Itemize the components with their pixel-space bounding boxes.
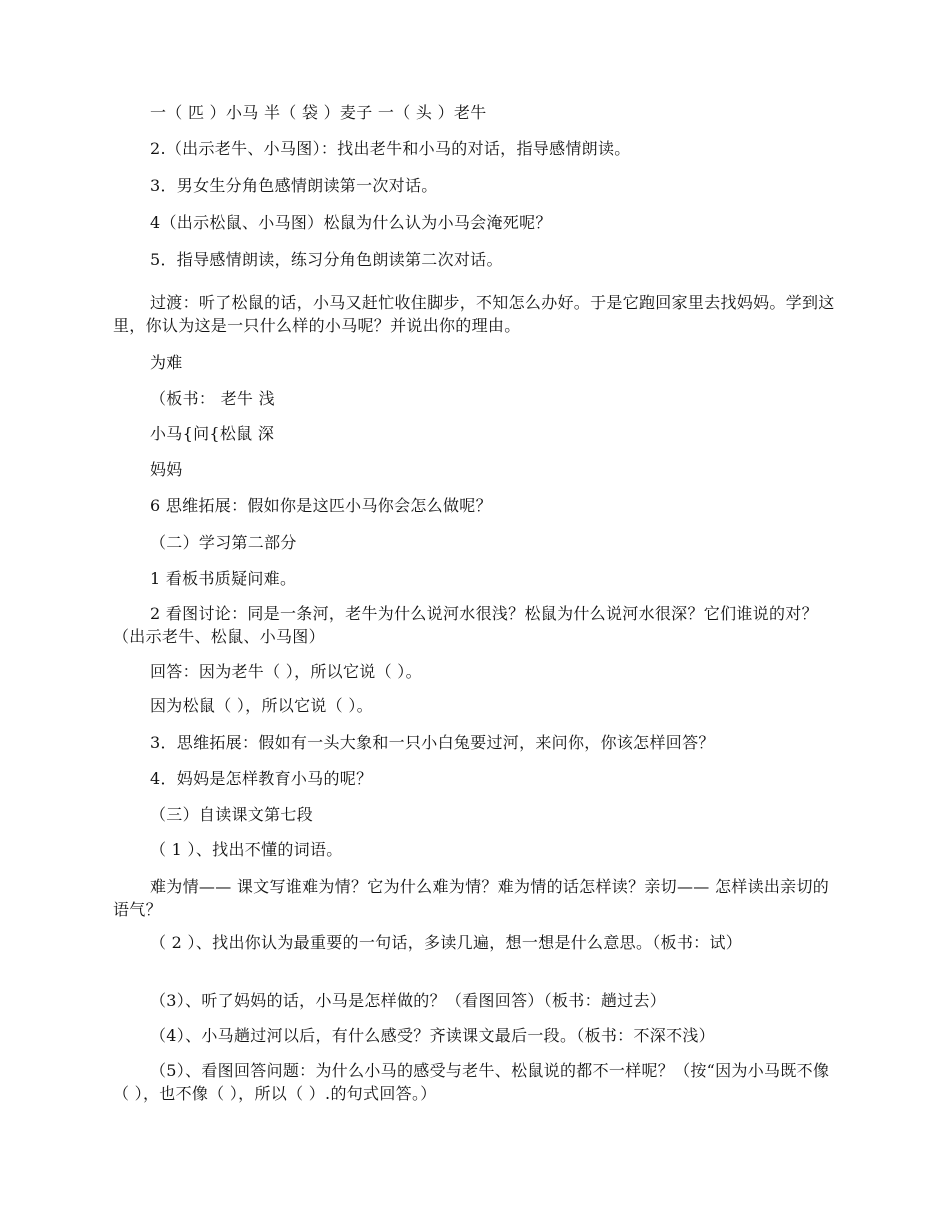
paragraph-step-2: 2.（出示老牛、小马图）：找出老牛和小马的对话，指导感情朗读。: [150, 139, 631, 158]
paragraph-part3-step-2: （ 2 ）、找出你认为最重要的一句话，多读几遍，想一想是什么意思。（板书：试）: [150, 933, 743, 952]
section-heading-part-2: （二）学习第二部分: [150, 533, 297, 552]
paragraph-part2-step-1: 1 看板书质疑问难。: [150, 569, 297, 588]
paragraph-part3-step-1: （ 1 ）、找出不懂的词语。: [150, 840, 343, 859]
paragraph-board-mother: 妈妈: [150, 460, 183, 479]
paragraph-step-5: 5．指导感情朗读，练习分角色朗读第二次对话。: [150, 250, 503, 269]
paragraph-board-difficult: 为难: [150, 353, 183, 372]
paragraph-part3-step-3: （3）、听了妈妈的话，小马是怎样做的？（看图回答）（板书：趟过去）: [150, 991, 667, 1010]
paragraph-part2-step-3: 3．思维拓展：假如有一头大象和一只小白兔要过河，来问你，你该怎样回答？: [150, 733, 715, 752]
paragraph-answer-squirrel: 因为松鼠（ ），所以它说（ ）。: [150, 696, 373, 715]
paragraph-answer-ox: 回答：因为老牛（ ），所以它说（ ）。: [150, 662, 422, 681]
paragraph-part3-step-4: （4）、小马趟过河以后，有什么感受？齐读课文最后一段。（板书：不深不浅）: [150, 1026, 715, 1045]
paragraph-part3-step-5: （5）、看图回答问题：为什么小马的感受与老牛、松鼠说的都不一样呢？（按“因为小马既不像（ ），也不像（ ），所以（ ）.的句式回答。）: [113, 1061, 830, 1103]
paragraph-part2-step-4: 4．妈妈是怎样教育小马的呢？: [150, 769, 373, 788]
paragraph-board-squirrel: 小马{问{松鼠 深: [150, 424, 275, 443]
paragraph-step-6: 6 思维拓展：假如你是这匹小马你会怎么做呢？: [150, 496, 492, 515]
paragraph-transition: 过渡：听了松鼠的话，小马又赶忙收住脚步，不知怎么办好。于是它跑回家里去找妈妈。学到这里，你认为这是一只什么样的小马呢？并说出你的理由。: [113, 293, 835, 335]
paragraph-board-ox: （板书： 老牛 浅: [150, 389, 275, 408]
paragraph-step-4: 4（出示松鼠、小马图）松鼠为什么认为小马会淹死呢？: [150, 213, 552, 232]
section-heading-part-3: （三）自读课文第七段: [150, 805, 314, 824]
paragraph-step-3: 3．男女生分角色感情朗读第一次对话。: [150, 176, 438, 195]
paragraph-embarrassed: 难为情—— 课文写谁难为情？它为什么难为情？难为情的话怎样读？亲切—— 怎样读出亲切的语气？: [113, 877, 830, 919]
paragraph-measure-words: 一（ 匹 ）小马 半（ 袋 ）麦子 一（ 头 ）老牛: [150, 103, 487, 122]
paragraph-part2-step-2: 2 看图讨论：同是一条河，老牛为什么说河水很浅？松鼠为什么说河水很深？它们谁说的对？（出示老牛、松鼠、小马图）: [113, 604, 818, 646]
